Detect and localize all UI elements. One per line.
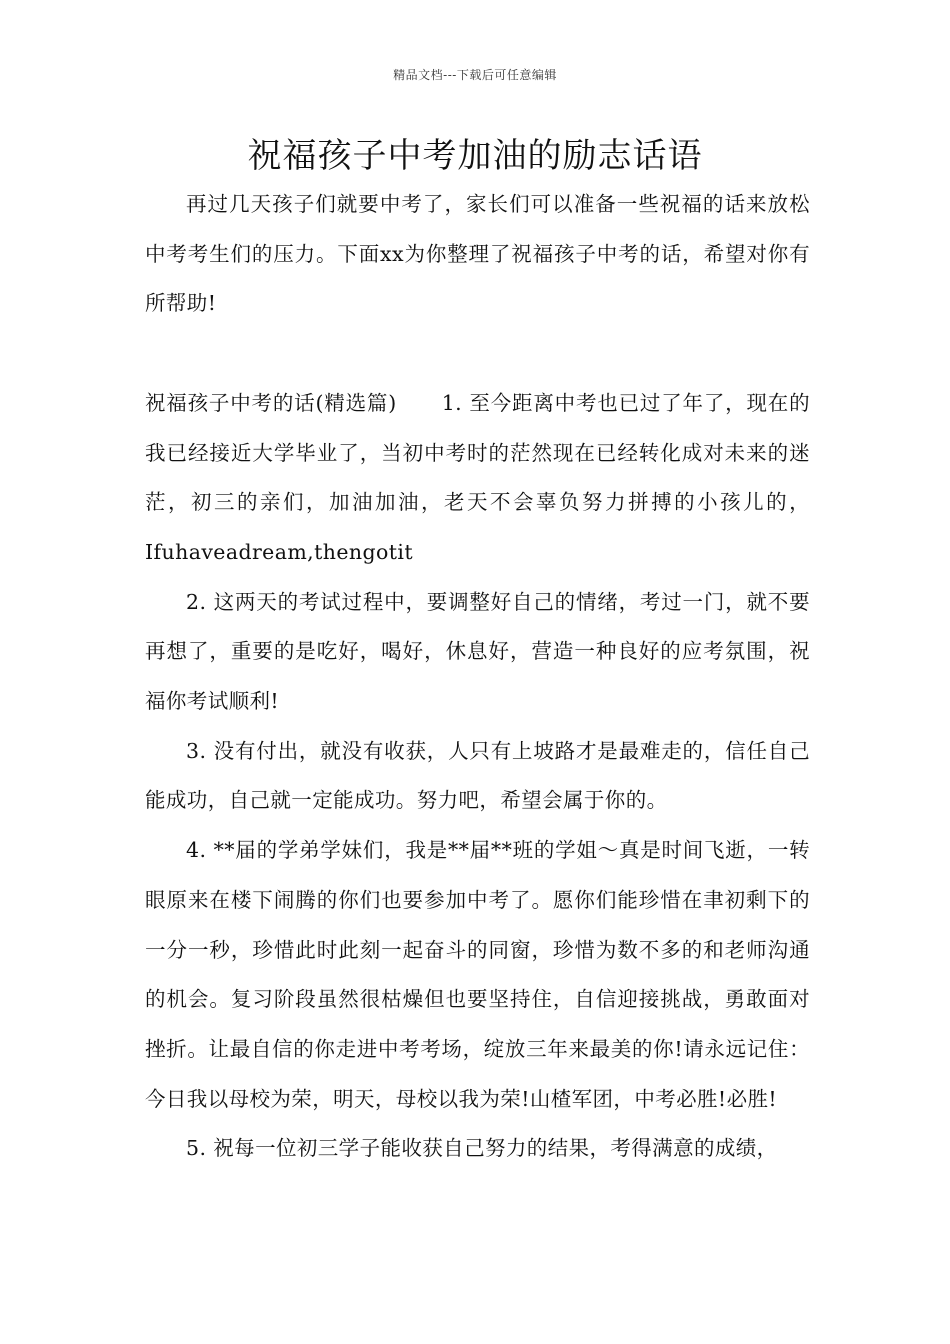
document-body	[145, 180, 810, 1174]
list-item: 3. 没有付出，就没有收获，人只有上坡路才是最难走的，信任自己能成功，自己就一定能成功。努力吧，希望会属于你的。	[145, 738, 810, 813]
page-title: 祝福孩子中考加油的励志话语	[247, 136, 703, 176]
header-note: 精品文档---下载后可任意编辑	[393, 68, 557, 82]
list-item	[145, 379, 810, 578]
section-heading: 祝福孩子中考的话(精选篇)	[145, 390, 397, 415]
list-item: 4. **届的学弟学妹们，我是**届**班的学姐～真是时间飞逝，一转眼原来在楼下闹腾的你们也要参加中考了。愿你们能珍惜在聿初剩下的一分一秒，珍惜此时此刻一起奋斗的同窗，珍惜为数不多的和老师沟通的机会。复习阶段虽然很枯燥但也要坚持住，自信迎接挑战，勇敢面对挫折。让最自信的你走进中考考场，绽放三年来最美的你!请永远记住：今日我以母校为荣，明天，母校以我为荣!山楂军团，中考必胜!必胜!	[145, 838, 810, 1111]
list-item: 5. 祝每一位初三学子能收获自己努力的结果，考得满意的成绩，	[186, 1136, 778, 1161]
paragraph-gap	[145, 329, 810, 379]
list-item: 2. 这两天的考试过程中，要调整好自己的情绪，考过一门，就不要再想了，重要的是吃好，喝好，休息好，营造一种良好的应考氛围，祝福你考试顺利!	[145, 589, 810, 714]
list-item-text: 1. 至今距离中考也已过了年了，现在的我已经接近大学毕业了，当初中考时的茫然现在已经转化成对未来的迷茫，初三的亲们，加油加油，老天不会辜负努力拼搏的小孩儿的，Ifuhaveadream,thengotit	[145, 390, 810, 564]
intro-paragraph: 再过几天孩子们就要中考了，家长们可以准备一些祝福的话来放松中考考生们的压力。下面xx为你整理了祝福孩子中考的话，希望对你有所帮助!	[145, 192, 810, 316]
